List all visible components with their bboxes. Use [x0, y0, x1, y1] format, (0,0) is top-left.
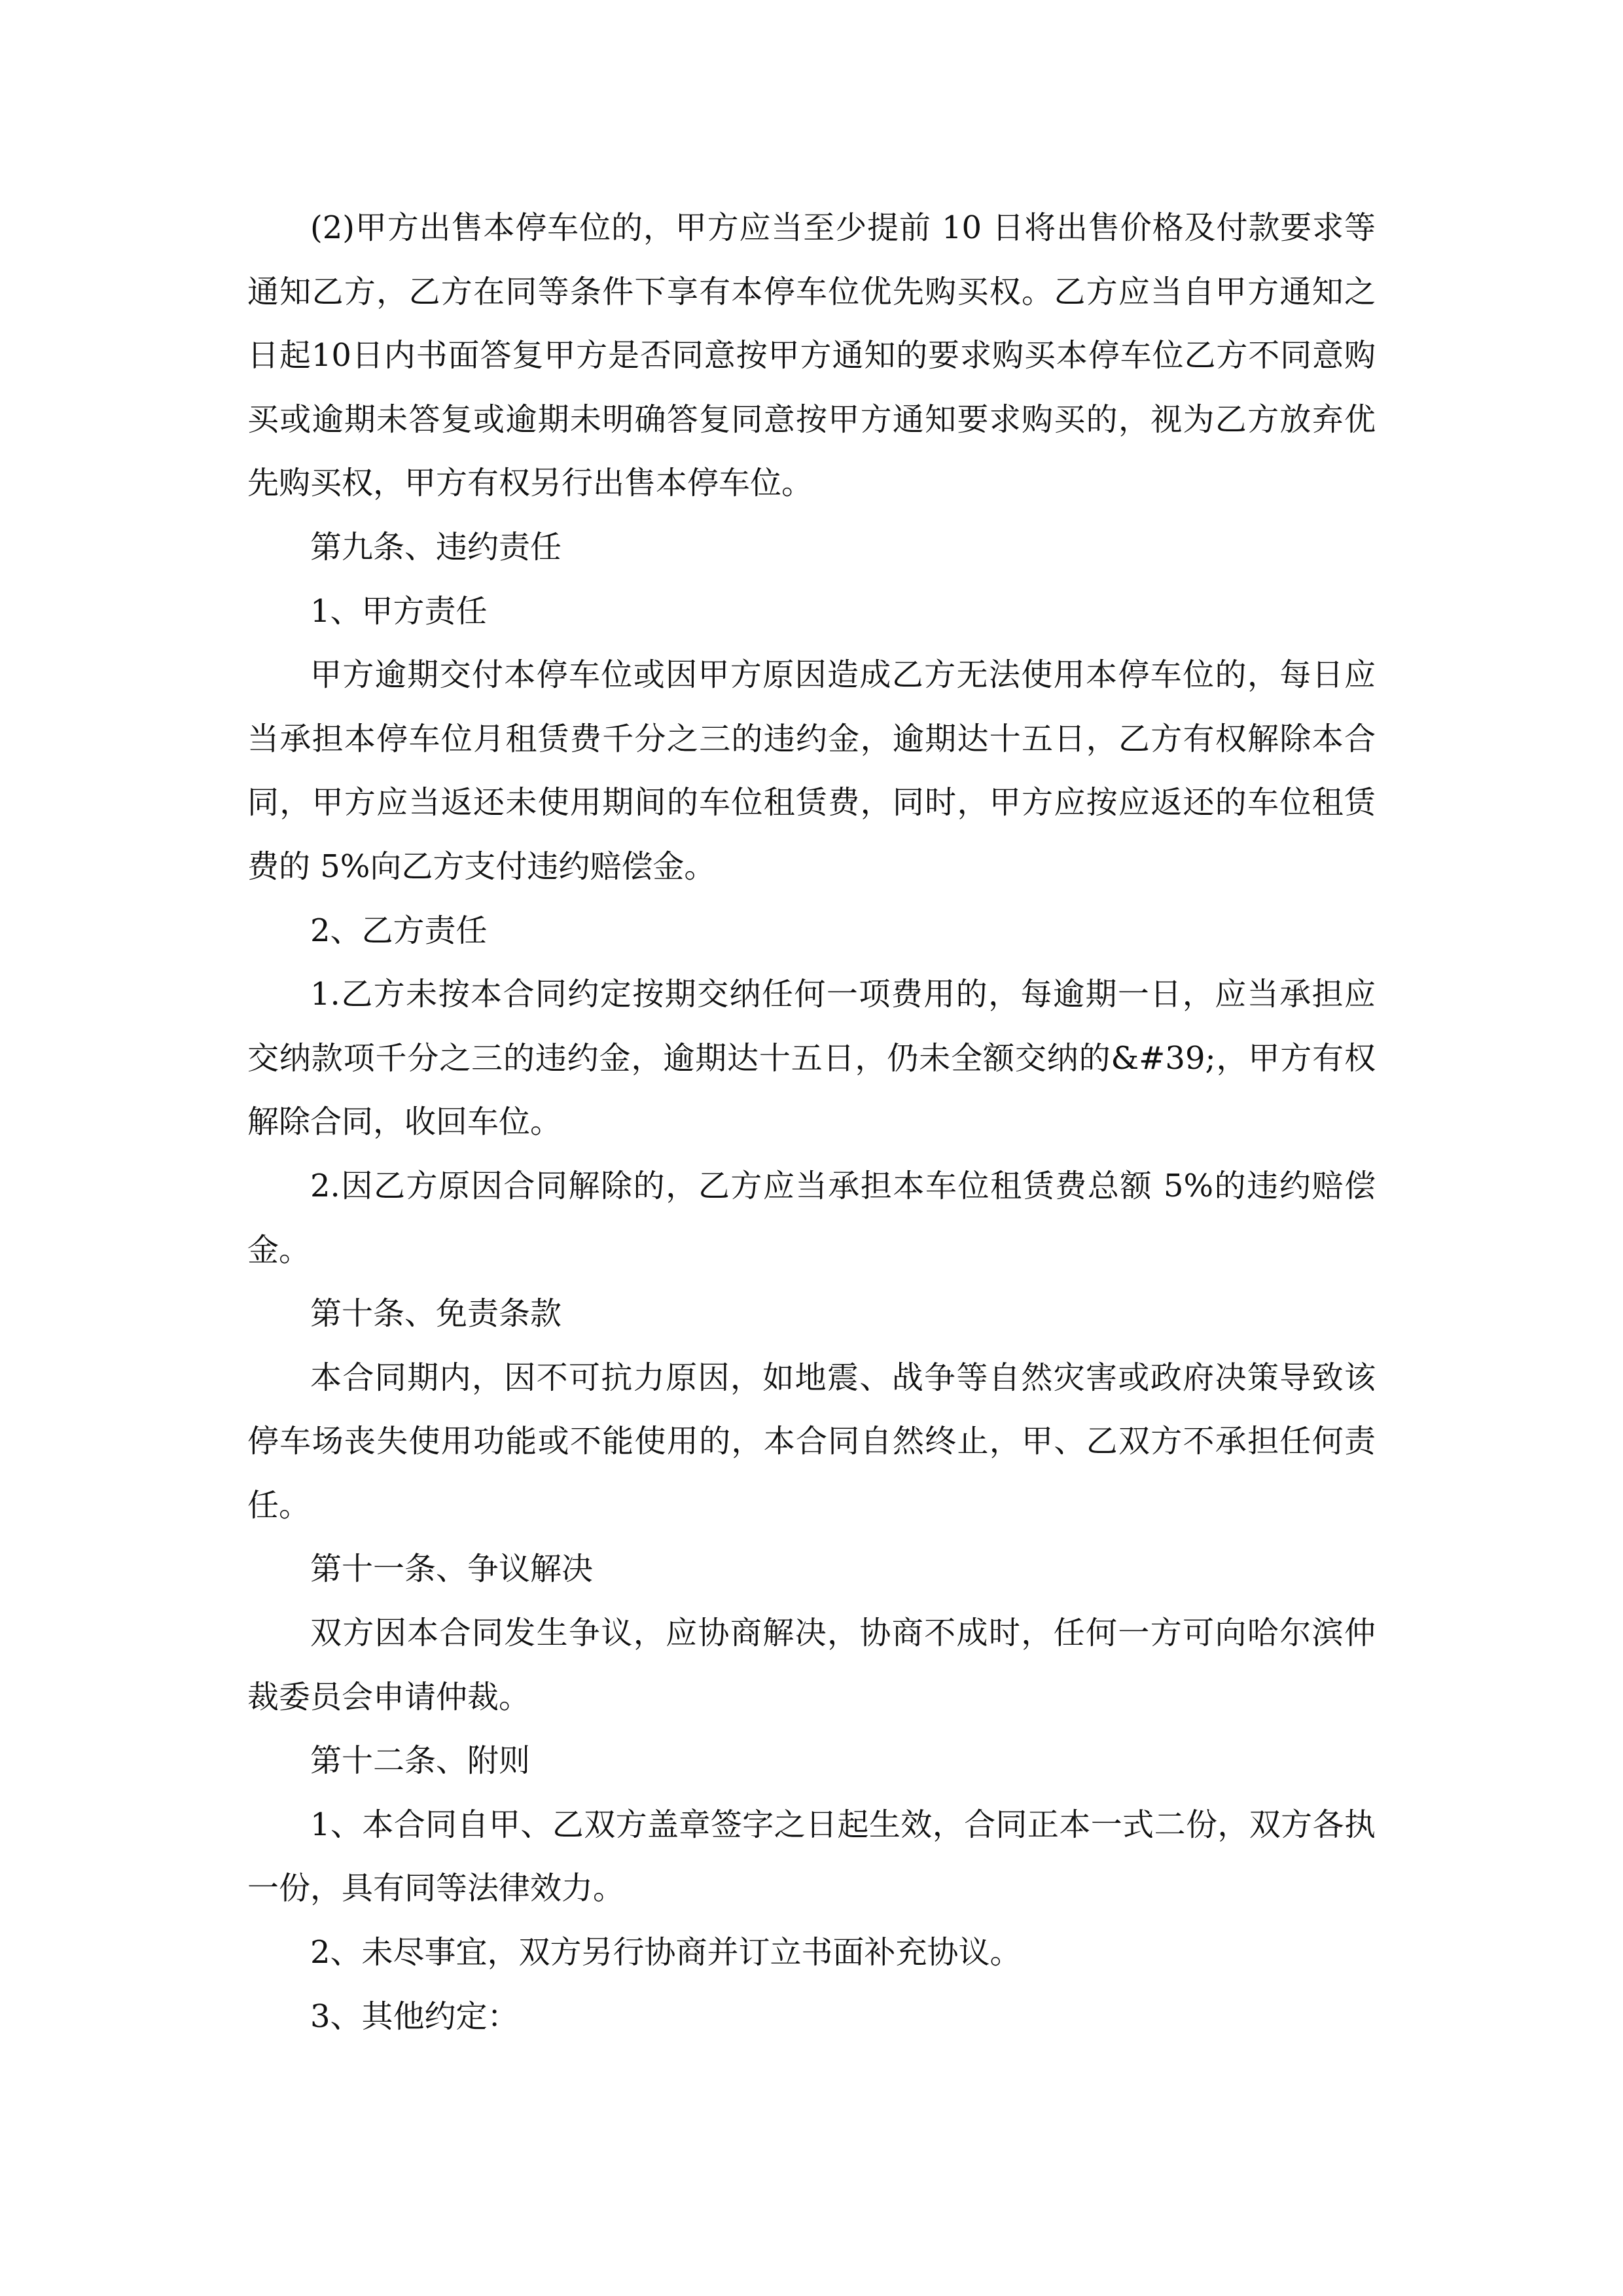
clause-8-2-paragraph: (2)甲方出售本停车位的，甲方应当至少提前 10 日将出售价格及付款要求等通知乙方，乙方在同等条件下享有本停车位优先购买权。乙方应当自甲方通知之日起10日内书面答复甲方是否同意按甲方通知的要求购买本停车位乙方不同意购买或逾期未答复或逾期未明确答复同意按甲方通知要求购买的，视为乙方放弃优先购买权，甲方有权另行出售本停车位。: [247, 209, 1376, 502]
dispute-resolution-paragraph: 双方因本合同发生争议，应协商解决，协商不成时，任何一方可向哈尔滨仲裁委员会申请仲裁。: [247, 1615, 1376, 1715]
article-9-heading: 第九条、违约责任: [310, 528, 562, 565]
supplementary-item-2: 2、未尽事宜，双方另行协商并订立书面补充协议。: [310, 1934, 1022, 1971]
article-10-heading: 第十条、免责条款: [310, 1295, 562, 1333]
party-b-liability-item-2: 2.因乙方原因合同解除的，乙方应当承担本车位租赁费总额 5%的违约赔偿金。: [247, 1167, 1376, 1268]
party-b-liability-heading: 2、乙方责任: [310, 912, 488, 949]
party-b-liability-item-1: 1.乙方未按本合同约定按期交纳任何一项费用的，每逾期一日，应当承担应交纳款项千分之三的违约金，逾期达十五日，仍未全额交纳的&#39;，甲方有权解除合同，收回车位。: [247, 976, 1376, 1141]
party-a-liability-heading: 1、甲方责任: [310, 592, 488, 630]
article-11-heading: 第十一条、争议解决: [310, 1551, 594, 1588]
article-12-heading: 第十二条、附则: [310, 1742, 531, 1780]
document-body: [247, 196, 1376, 2049]
supplementary-item-3: 3、其他约定：: [310, 1998, 519, 2035]
force-majeure-paragraph: 本合同期内，因不可抗力原因，如地震、战争等自然灾害或政府决策导致该停车场丧失使用功能或不能使用的，本合同自然终止，甲、乙双方不承担任何责任。: [247, 1359, 1376, 1524]
party-a-liability-paragraph: 甲方逾期交付本停车位或因甲方原因造成乙方无法使用本停车位的，每日应当承担本停车位月租赁费千分之三的违约金，逾期达十五日，乙方有权解除本合同，甲方应当返还未使用期间的车位租赁费，同时，甲方应按应返还的车位租赁费的 5%向乙方支付违约赔偿金。: [247, 656, 1376, 885]
supplementary-item-1: 1、本合同自甲、乙双方盖章签字之日起生效，合同正本一式二份，双方各执一份，具有同等法律效力。: [247, 1806, 1376, 1907]
